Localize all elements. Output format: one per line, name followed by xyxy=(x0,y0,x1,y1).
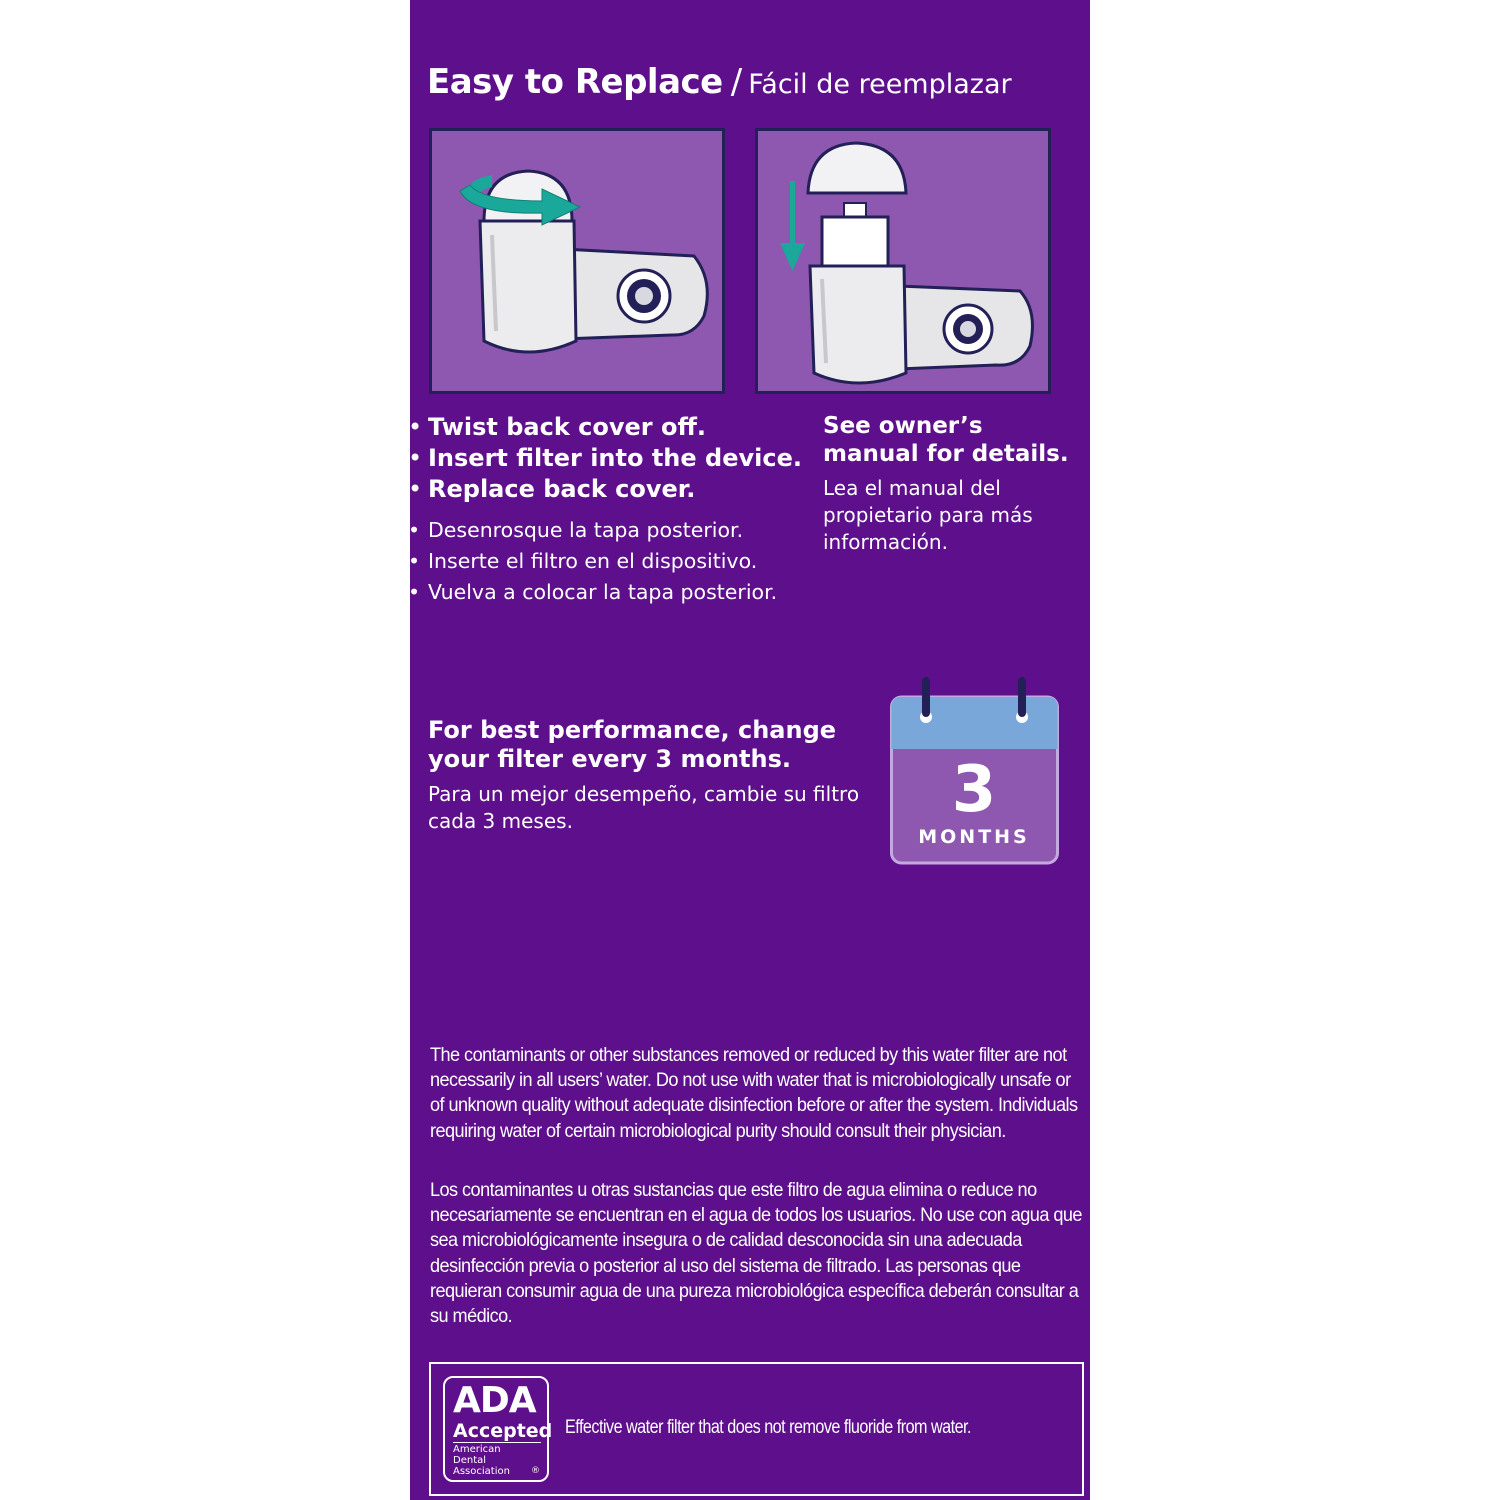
calendar-number: 3 xyxy=(951,753,997,827)
registered-mark: ® xyxy=(531,1466,540,1476)
disclaimer-en: The contaminants or other substances removed or reduced by this water filter are not necessarily in all users’ water. Do not use with water that is microbiologically unsafe or of unknown quality without adequate disinfection before or after the system. Individuals requiring water of certain microbiological purity should consult their physician. xyxy=(430,1044,1078,1142)
ada-statement-box xyxy=(429,1362,1084,1496)
product-panel xyxy=(410,0,1090,1500)
performance-note-es: Para un mejor desempeño, cambie su filtro cada 3 meses. xyxy=(428,782,860,833)
ada-statement: Effective water filter that does not remove fluoride from water. xyxy=(565,1417,972,1438)
section-title xyxy=(427,62,1012,102)
insert-filter-illustration xyxy=(755,128,1051,394)
ada-title: ADA xyxy=(453,1380,536,1421)
ada-organization: American Dental Association xyxy=(453,1444,510,1477)
title-en: Easy to Replace xyxy=(427,62,723,102)
performance-note-en: For best performance, change your filter every 3 months. xyxy=(428,716,837,773)
twist-cover-illustration xyxy=(429,128,725,394)
step-en-3: • Replace back cover. xyxy=(410,474,802,505)
steps-list-es xyxy=(410,515,777,608)
disclaimer-es: Los contaminantes u otras sustancias que este filtro de agua elimina o reduce no necesariamente se encuentran en el agua de todos los usuarios. No use con agua que sea microbiológicamente insegura o de calidad desconocida sin una adecuada desinfección previa o posterior al uso del sistema de filtrado. Las personas que requieran consumir agua de una pureza microbiológica específica deberán consultar a su médico. xyxy=(430,1179,1082,1328)
ada-seal-logo xyxy=(443,1376,553,1482)
ada-accepted: Accepted xyxy=(453,1420,553,1442)
ada-divider xyxy=(453,1442,541,1443)
manual-note-es: Lea el manual del propietario para más información. xyxy=(823,476,1033,554)
title-separator: / xyxy=(730,62,743,102)
step-es-1: • Desenrosque la tapa posterior. xyxy=(410,515,777,546)
step-en-1: • Twist back cover off. xyxy=(410,412,802,443)
title-es: Fácil de reemplazar xyxy=(748,69,1012,100)
calendar-label: MONTHS xyxy=(918,826,1030,848)
steps-list-en xyxy=(410,412,802,505)
step-es-3: • Vuelva a colocar la tapa posterior. xyxy=(410,577,777,608)
step-es-2: • Inserte el filtro en el dispositivo. xyxy=(410,546,777,577)
step-en-2: • Insert filter into the device. xyxy=(410,443,802,474)
manual-note-en: See owner’s manual for details. xyxy=(823,413,1069,467)
